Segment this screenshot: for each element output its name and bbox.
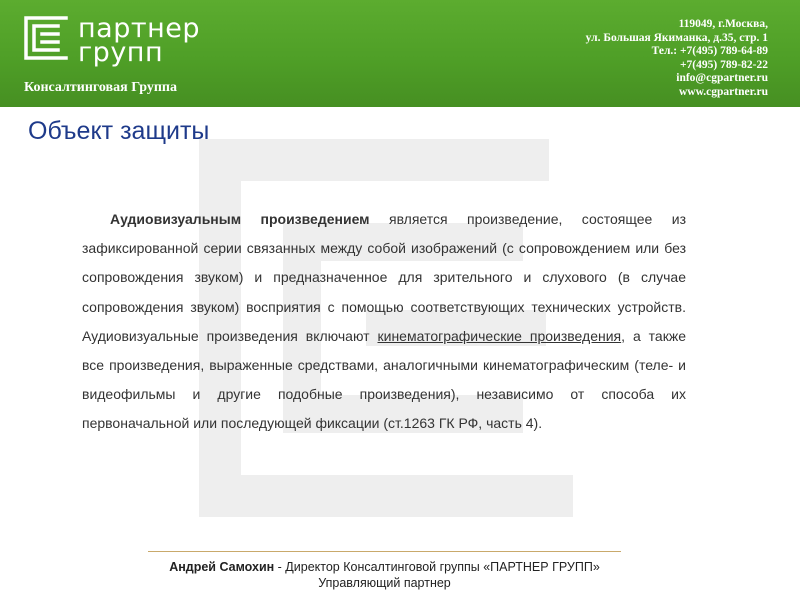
contact-phone-1: Тел.: +7(495) 789-64-89 bbox=[651, 45, 768, 58]
definition-paragraph bbox=[82, 205, 686, 439]
contact-phone-2: +7(495) 789-82-22 bbox=[680, 58, 768, 71]
definition-part-2: , а также все произведения, выраженные средствами, аналогичными кинематографическим (теле- и видеофильмы и другие подобные произведения), независимо от способа их первоначальной или последующей фиксации (ст.1263 ГК РФ, часть 4). bbox=[82, 327, 686, 432]
footer-author bbox=[148, 560, 621, 574]
logo-text-line2: групп bbox=[78, 37, 164, 68]
logo-mark-icon bbox=[22, 14, 70, 62]
contact-email: info@cgpartner.ru bbox=[676, 72, 768, 85]
author-position: Управляющий партнер bbox=[318, 576, 451, 590]
cinematographic-works-link[interactable]: кинематографические произведения bbox=[377, 327, 622, 344]
logo-text-line1: партнер bbox=[78, 13, 200, 44]
contact-address: ул. Большая Якиманка, д.35, стр. 1 bbox=[585, 31, 768, 44]
page-title: Объект защиты bbox=[28, 117, 210, 145]
footer-divider bbox=[148, 551, 621, 552]
header-banner bbox=[0, 0, 800, 107]
author-name: Андрей Самохин bbox=[169, 560, 275, 574]
defined-term: Аудиовизуальным произведением bbox=[110, 211, 370, 227]
contact-website: www.cgpartner.ru bbox=[678, 85, 768, 98]
author-role: - Директор Консалтинговой группы «ПАРТНЕР ГРУПП» bbox=[274, 560, 600, 574]
logo-subtitle: Консалтинговая Группа bbox=[24, 80, 177, 95]
definition-part-1: является произведение, состоящее из зафиксированной серии связанных между собой изображений (с сопровождением или без сопровождения звуком) и предназначенное для зрительного и слухового (в случае сопровождения звуком) восприятия с помощью соответствующих технических устройств. Аудиовизуальные произведения включают bbox=[82, 211, 686, 344]
contact-block bbox=[586, 18, 768, 100]
definition-text bbox=[82, 205, 686, 439]
contact-city: 119049, г.Москва, bbox=[678, 18, 768, 30]
